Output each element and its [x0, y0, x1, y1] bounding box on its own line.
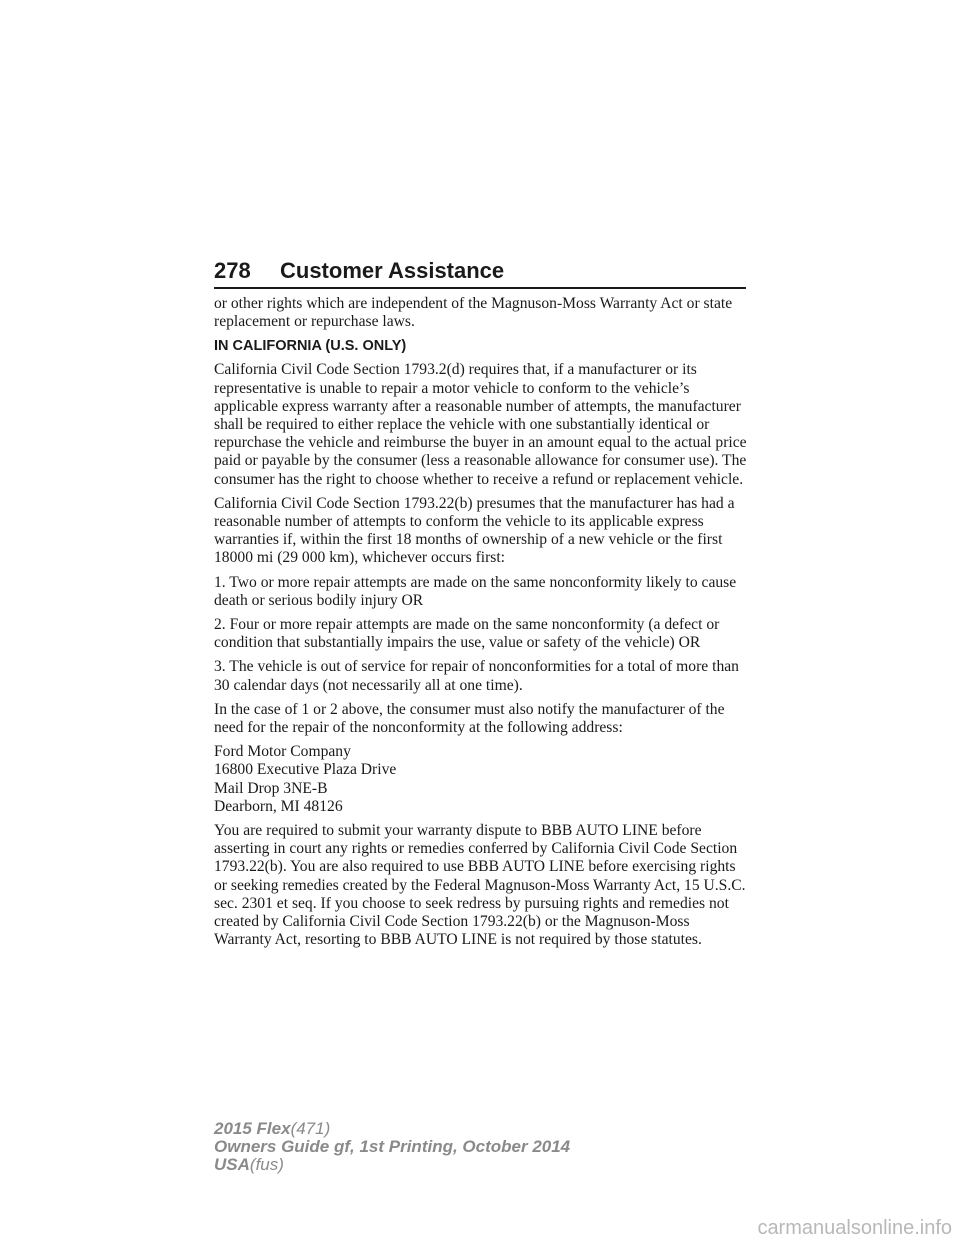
paragraph-notify: In the case of 1 or 2 above, the consumer must also notify the manufacturer of the need for the repair of the nonconformity at the following address: — [214, 700, 725, 737]
footer-market: USA — [214, 1155, 250, 1174]
footer-market-code: (fus) — [249, 1155, 284, 1174]
address-line-maildrop: Mail Drop 3NE-B — [214, 779, 328, 797]
footer-model-code: (471) — [290, 1119, 331, 1138]
list-item-2: 2. Four or more repair attempts are made on the same nonconformity (a defect or condition that substantially impairs the use, value or safety of the vehicle) OR — [214, 616, 720, 652]
california-heading: IN CALIFORNIA (U.S. ONLY) — [214, 338, 407, 355]
paragraph-bbb-auto-line: You are required to submit your warranty dispute to BBB AUTO LINE before asserting in court any rights or remedies conferred by California Civil Code Section 1793.22(b). You are also required to use BBB AUTO LINE before exercising rights or seeking remedies created by the Federal Magnuson-Moss Warranty Act, 15 U.S.C. sec. 2301 et seq. If you choose to seek redress by pursuing rights and remedies not created by California Civil Code Section 1793.22(b) or the Magnuson-Moss Warranty Act, resorting to BBB AUTO LINE is not required by those statutes. — [214, 822, 746, 949]
footer-printing: Owners Guide gf, 1st Printing, October 2014 — [214, 1137, 571, 1156]
paragraph-section-1793-22b: California Civil Code Section 1793.22(b) presumes that the manufacturer has had a reasonable number of attempts to conform the vehicle to its applicable express warranties if, within the first 18 months of ownership of a new vehicle or the first 18000 mi (29 000 km), whichever occurs first: — [214, 494, 735, 567]
address-line-street: 16800 Executive Plaza Drive — [214, 761, 397, 779]
footer-model: 2015 Flex — [214, 1119, 291, 1138]
paragraph-section-1793-2d: California Civil Code Section 1793.2(d) requires that, if a manufacturer or its representative is unable to repair a motor vehicle to conform to the vehicle’s applicable express warranty after a reasonable number of attempts, the manufacturer shall be required to either replace the vehicle with one substantially identical or repurchase the vehicle and reimburse the buyer in an amount equal to the actual price paid or payable by the consumer (less a reasonable allowance for consumer use). The consumer has the right to choose whether to receive a refund or replacement vehicle. — [214, 361, 747, 488]
paragraph-continuation: or other rights which are independent of the Magnuson-Moss Warranty Act or state replacement or repurchase laws. — [214, 295, 733, 331]
list-item-1: 1. Two or more repair attempts are made on the same nonconformity likely to cause death or serious bodily injury OR — [214, 573, 737, 609]
list-item-3: 3. The vehicle is out of service for repair of nonconformities for a total of more than 30 calendar days (not necessarily all at one time). — [214, 658, 739, 694]
site-watermark: carmanualsonline.info — [757, 1217, 952, 1239]
address-line-company: Ford Motor Company — [214, 743, 351, 761]
footer-line-model — [214, 1120, 570, 1138]
body-content — [214, 295, 748, 956]
print-footer — [214, 1120, 570, 1174]
page-header — [214, 257, 746, 289]
footer-line-market — [214, 1156, 570, 1174]
address-line-city: Dearborn, MI 48126 — [214, 797, 343, 815]
page-number: 278 — [214, 258, 251, 283]
mailing-address — [214, 743, 748, 816]
section-title: Customer Assistance — [280, 258, 505, 283]
